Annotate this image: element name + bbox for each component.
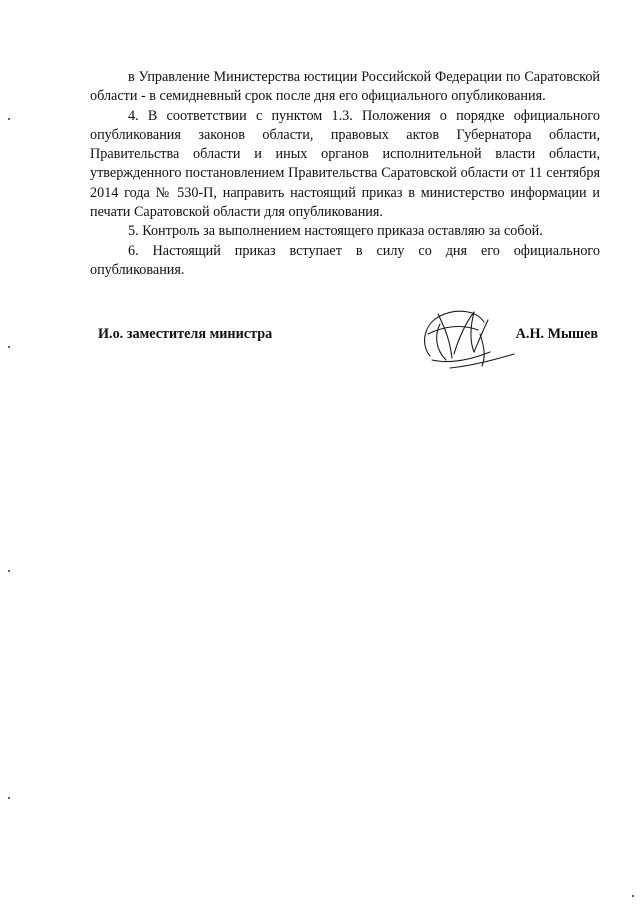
paragraph-item-6: 6. Настоящий приказ вступает в силу со дня его официального опубликования. (90, 242, 600, 278)
paragraph-item-5: 5. Контроль за выполнением настоящего приказа оставляю за собой. (128, 223, 543, 240)
scan-corner-mark (632, 895, 634, 897)
signature-block (98, 318, 598, 378)
margin-mark (8, 570, 10, 572)
signatory-title: И.о. заместителя министра (98, 326, 273, 342)
margin-mark (8, 346, 10, 348)
handwritten-signature (410, 294, 520, 384)
signatory-name: А.Н. Мышев (515, 326, 598, 342)
paragraph-publication-notice: в Управление Министерства юстиции Российской Федерации по Саратовской области - в семидневный срок после дня его официального опубликования. (90, 69, 600, 105)
margin-mark (8, 797, 10, 799)
paragraph-item-4: 4. В соответствии с пунктом 1.3. Положения о порядке официального опубликования законов области, правовых актов Губернатора области, Правительства области и иных органов исполнительной власти области, утвержденного постановлением Правительства Саратовской области от 11 сентября 2014 года № 530-П, направить настоящий приказ в министерство информации и печати Саратовской области для опубликования. (90, 107, 600, 221)
margin-mark (8, 118, 10, 120)
document-body (90, 68, 600, 280)
